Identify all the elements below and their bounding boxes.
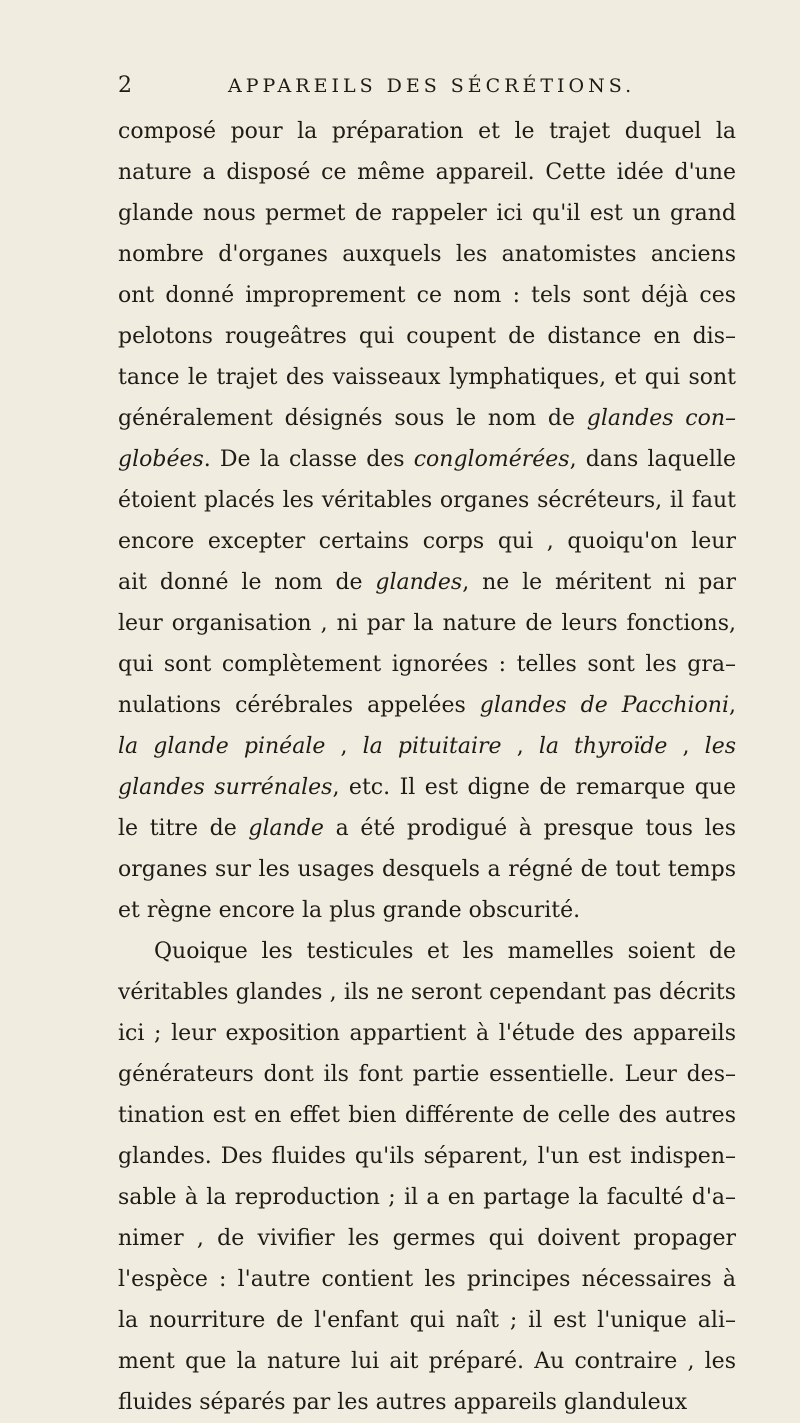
running-title: APPAREILS DES SÉCRÉTIONS. <box>228 75 636 97</box>
text-segment: glande nous permet de rappeler ici qu'il est un grand <box>118 201 736 226</box>
italic-term: conglomérées <box>413 447 570 472</box>
text-line <box>118 1259 736 1300</box>
text-line <box>118 849 736 890</box>
text-segment: fluides séparés par les autres appareils glanduleux <box>118 1390 688 1415</box>
text-line <box>118 726 736 767</box>
italic-term: les <box>704 734 736 759</box>
text-line <box>118 1054 736 1095</box>
text-line <box>118 1177 736 1218</box>
text-segment: tination est en effet bien différente de celle des autres <box>118 1103 736 1128</box>
text-segment: composé pour la préparation et le trajet duquel la <box>118 119 736 144</box>
text-line <box>118 1013 736 1054</box>
text-line <box>118 111 736 152</box>
text-segment: sable à la reproduction ; il a en partage la faculté d'a– <box>118 1185 736 1210</box>
italic-term: glande <box>248 816 324 841</box>
text-segment: , ne le méritent ni par <box>462 570 736 595</box>
text-line <box>118 562 736 603</box>
text-line <box>118 439 736 480</box>
page-number: 2 <box>118 73 132 98</box>
italic-term: globées <box>118 447 204 472</box>
text-segment: ait donné le nom de <box>118 570 376 595</box>
text-line <box>118 275 736 316</box>
text-line <box>118 480 736 521</box>
text-line <box>118 972 736 1013</box>
body-text <box>118 111 736 1423</box>
text-line <box>118 685 736 726</box>
text-segment: , dans laquelle <box>569 447 736 472</box>
text-line <box>118 357 736 398</box>
text-segment: et règne encore la plus grande obscurité. <box>118 898 581 923</box>
text-segment: généralement désignés sous le nom de <box>118 406 587 431</box>
text-segment: glandes. Des fluides qu'ils séparent, l'un est indispen– <box>118 1144 736 1169</box>
text-line <box>118 316 736 357</box>
text-segment: , <box>325 734 363 759</box>
italic-term: glandes de Pacchioni <box>479 693 729 718</box>
text-segment: étoient placés les véritables organes sécréteurs, il faut <box>118 488 736 513</box>
text-segment: nimer , de vivifier les germes qui doivent propager <box>118 1226 736 1251</box>
italic-term: la glande pinéale <box>118 734 326 759</box>
text-line <box>118 193 736 234</box>
text-line <box>118 1300 736 1341</box>
text-segment: nature a disposé ce même appareil. Cette idée d'une <box>118 160 736 185</box>
text-segment: , <box>729 693 736 718</box>
text-segment: , etc. Il est digne de remarque que <box>332 775 736 800</box>
text-segment: Quoique les testicules et les mamelles soient de <box>154 939 736 964</box>
italic-term: la pituitaire <box>362 734 502 759</box>
text-segment: ont donné improprement ce nom : tels sont déjà ces <box>118 283 736 308</box>
italic-term: glandes surrénales <box>118 775 333 800</box>
text-segment: l'espèce : l'autre contient les principes nécessaires à <box>118 1267 736 1292</box>
text-segment: ici ; leur exposition appartient à l'étude des appareils <box>118 1021 736 1046</box>
italic-term: glandes <box>375 570 463 595</box>
text-line <box>118 890 736 931</box>
italic-term: glandes con– <box>586 406 736 431</box>
italic-term: la thyroïde <box>538 734 668 759</box>
text-line <box>118 767 736 808</box>
text-segment: encore excepter certains corps qui , quoiqu'on leur <box>118 529 736 554</box>
text-line <box>118 1341 736 1382</box>
text-segment: tance le trajet des vaisseaux lymphatiques, et qui sont <box>118 365 736 390</box>
text-line <box>118 152 736 193</box>
text-line <box>118 1218 736 1259</box>
text-segment: véritables glandes , ils ne seront cependant pas décrits <box>118 980 736 1005</box>
text-segment: le titre de <box>118 816 249 841</box>
text-line <box>118 398 736 439</box>
text-segment: pelotons rougeâtres qui coupent de distance en dis– <box>118 324 736 349</box>
text-segment: , <box>501 734 539 759</box>
text-line <box>118 521 736 562</box>
text-segment: . De la classe des <box>203 447 414 472</box>
text-segment: leur organisation , ni par la nature de leurs fonctions, <box>118 611 736 636</box>
text-segment: la nourriture de l'enfant qui naît ; il est l'unique ali– <box>118 1308 736 1333</box>
text-segment: générateurs dont ils font partie essentielle. Leur des– <box>118 1062 736 1087</box>
running-head <box>118 72 736 100</box>
text-segment: ment que la nature lui ait préparé. Au contraire , les <box>118 1349 736 1374</box>
text-line <box>118 644 736 685</box>
text-segment: organes sur les usages desquels a régné de tout temps <box>118 857 736 882</box>
text-line <box>118 1095 736 1136</box>
text-line <box>118 808 736 849</box>
text-line <box>118 603 736 644</box>
text-segment: a été prodigué à presque tous les <box>323 816 736 841</box>
text-segment: , <box>667 734 705 759</box>
text-line <box>118 234 736 275</box>
text-segment: qui sont complètement ignorées : telles sont les gra– <box>118 652 736 677</box>
text-segment: nulations cérébrales appelées <box>118 693 480 718</box>
text-line <box>118 1382 736 1423</box>
text-line <box>118 931 736 972</box>
text-line <box>118 1136 736 1177</box>
text-segment: nombre d'organes auxquels les anatomistes anciens <box>118 242 736 267</box>
